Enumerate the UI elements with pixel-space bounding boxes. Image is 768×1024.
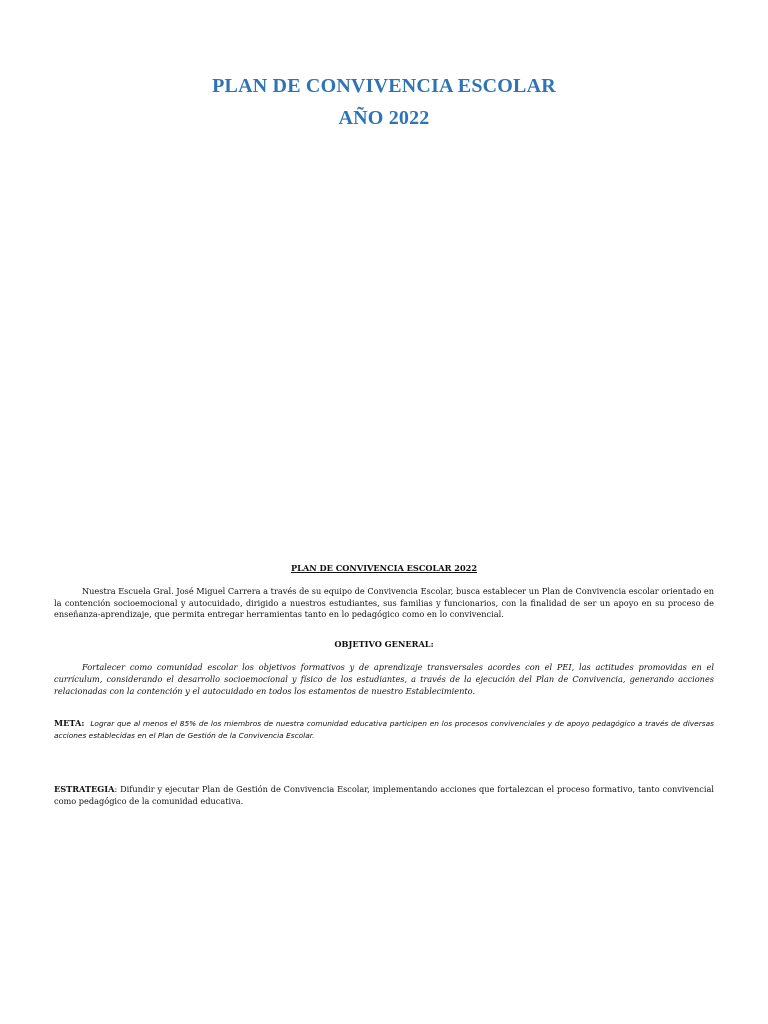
intro-paragraph: Nuestra Escuela Gral. José Miguel Carrera a través de su equipo de Convivencia Escolar, busca establecer un Plan de Convivencia escolar orientado en la contención socioemocional y autocuidado, dirigido a nuestros estudiantes, sus familias y funcionarios, con la finalidad de ser un apoyo en su proceso de enseñanza-aprendizaje, que permita entregar herramientas tanto en lo pedagógico como en lo convivencial. xyxy=(54,585,714,620)
objective-heading xyxy=(54,639,714,651)
section-heading-text: PLAN DE CONVIVENCIA ESCOLAR 2022 xyxy=(290,563,478,573)
cover-title-line-1: PLAN DE CONVIVENCIA ESCOLAR xyxy=(212,75,556,97)
meta-label-colon: : xyxy=(81,718,85,729)
strategy-text: Difundir y ejecutar Plan de Gestión de Convivencia Escolar, implementando acciones que fortalezcan el proceso formativo, tanto convivencial como pedagógico de la comunidad educativa. xyxy=(54,783,714,806)
section-heading xyxy=(54,563,714,575)
objective-heading-text: OBJETIVO GENERAL xyxy=(334,639,431,650)
objective-paragraph: Fortalecer como comunidad escolar los objetivos formativos y de aprendizaje transversales acordes con el PEI, las actitudes promovidas en el currículum, considerando el desarrollo socioemocional y físico de los estudiantes, a través de la ejecución del Plan de Convivencia, generando acciones relacionadas con la contención y el autocuidado en todos los estamentos de nuestro Establecimiento. xyxy=(54,661,714,696)
meta-text: Lograr que al menos el 85% de los miembros de nuestra comunidad educativa participen en los procesos convivenciales y de apoyo pedagógico a través de diversas acciones establecidas en el Plan de Gestión de la Convivencia Escolar. xyxy=(54,719,714,741)
cover-title-line-2: AÑO 2022 xyxy=(338,107,430,129)
objective-heading-colon: : xyxy=(430,639,434,650)
meta-paragraph xyxy=(54,718,714,742)
strategy-label-colon: : xyxy=(114,783,118,794)
meta-label: META xyxy=(54,718,82,729)
strategy-label: ESTRATEGIA xyxy=(54,783,115,794)
document-body xyxy=(54,563,714,808)
strategy-paragraph xyxy=(54,784,714,808)
